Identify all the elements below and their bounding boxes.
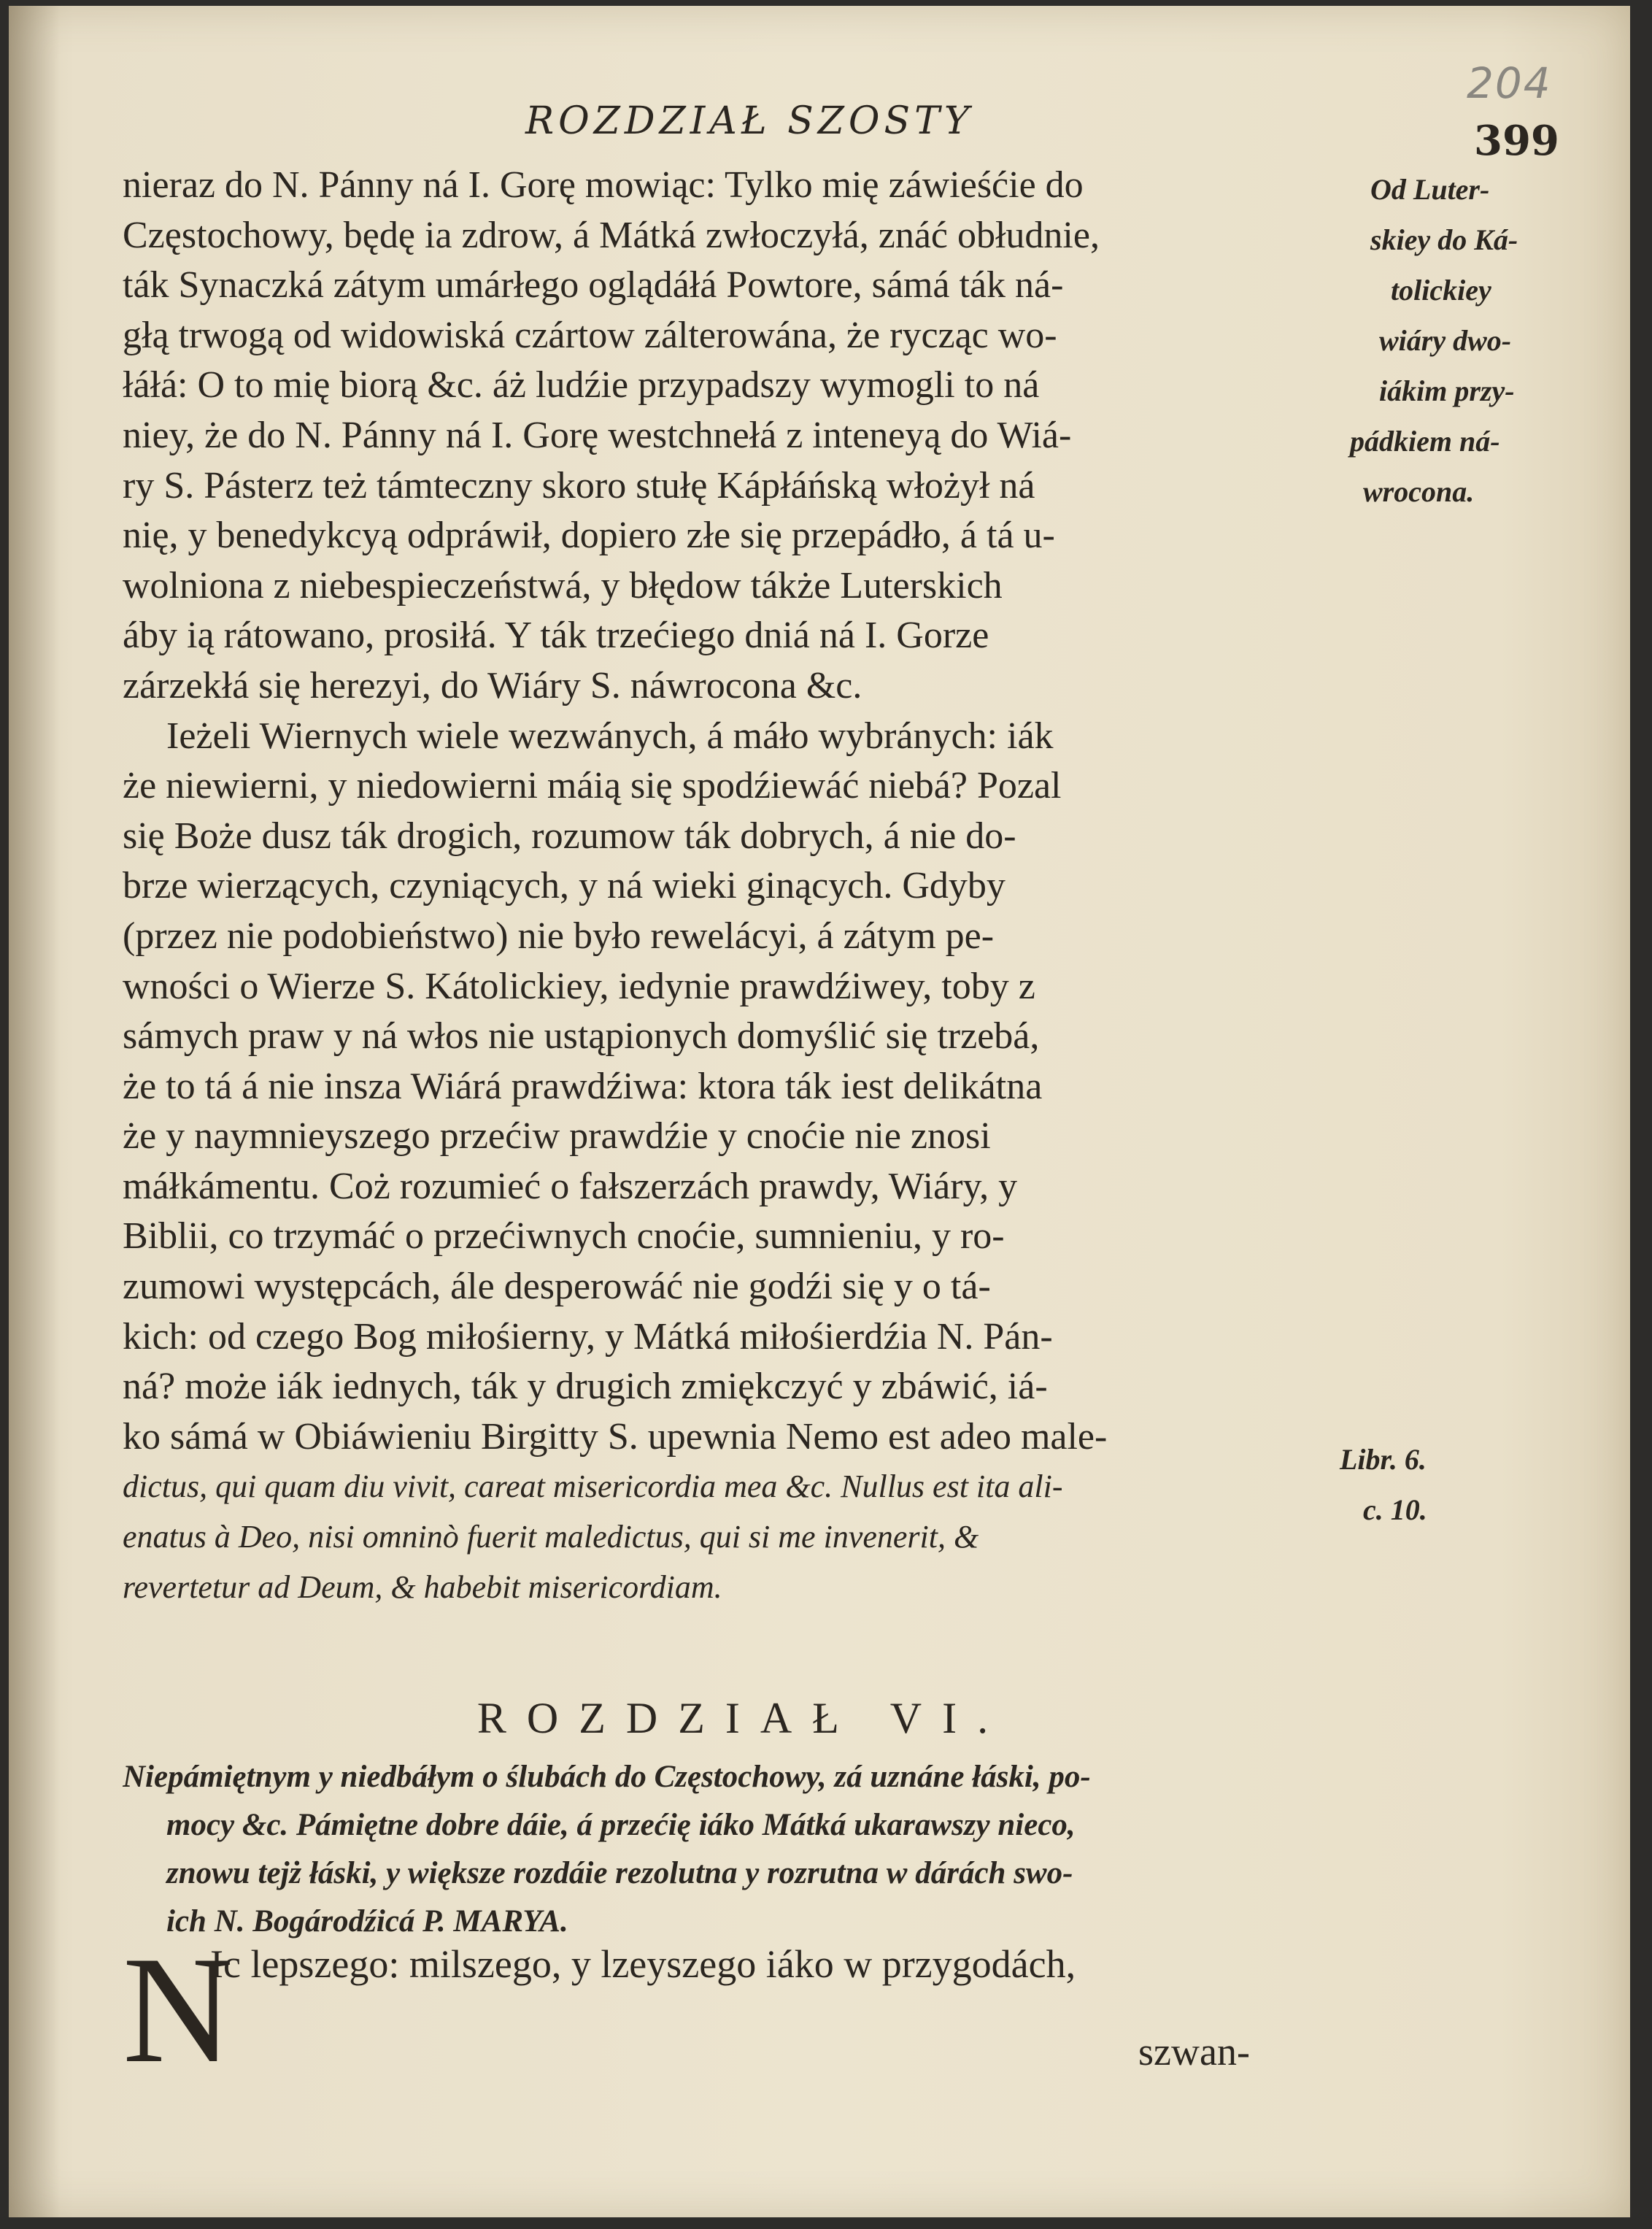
- text-line: ná? może iák iednych, ták y drugich zmiękczyć y zbáwić, iá-: [123, 1366, 1048, 1408]
- text-line: ko sámá w Obiáwieniu Birgitty S. upewnia Nemo est adeo male-: [123, 1415, 1108, 1458]
- text-line: zárzekłá się herezyi, do Wiáry S. náwrocona &c.: [123, 664, 862, 707]
- text-line: łáłá: O to mię biorą &c. áż ludźie przypadszy wymogli to ná: [123, 364, 1040, 407]
- text-line: sámych praw y ná włos nie ustąpionych domyślić się trzebá,: [123, 1015, 1040, 1058]
- page-number: 399: [1474, 117, 1559, 165]
- running-head: ROZDZIAŁ SZOSTY: [525, 99, 974, 143]
- summary-line: znowu tejż łáski, y większe rozdáie rezolutna y rozrutna w dárách swo-: [166, 1856, 1073, 1890]
- summary-line: Niepámiętnym y niedbáłym o ślubách do Częstochowy, zá uznáne łáski, po-: [123, 1760, 1091, 1794]
- text-line: się Boże dusz ták drogich, rozumow ták dobrych, á nie do-: [123, 815, 1016, 857]
- text-line: Częstochowy, będę ia zdrow, á Mátká zwłoczyłá, znáć obłudnie,: [123, 214, 1100, 256]
- binding-gutter: [9, 6, 60, 2217]
- text-line: ták Synaczká zátym umárłego oglądáłá Powtore, sámá ták ná-: [123, 264, 1064, 307]
- text-line: że niewierni, y niedowierni máią się spodźiewáć niebá? Pozal: [123, 765, 1062, 807]
- margin-note: iákim przy-: [1379, 374, 1515, 407]
- latin-quote-line: revertetur ad Deum, & habebit misericordiam.: [123, 1568, 722, 1605]
- text-line: (przez nie podobieństwo) nie było rewelácyi, á zátym pe-: [123, 915, 995, 957]
- text-line: ry S. Pásterz też támteczny skoro stułę Kápłáńską włożył ná: [123, 464, 1035, 507]
- text-line: áby ią rátowano, prosiłá. Y ták trzećiego dniá ná I. Gorze: [123, 615, 989, 657]
- margin-note: wrocona.: [1363, 475, 1475, 508]
- latin-quote-line: enatus à Deo, nisi omninò fuerit maledictus, qui si me invenerit, &: [123, 1519, 979, 1555]
- text-line: kich: od czego Bog miłośierny, y Mátká miłośierdźia N. Pán-: [123, 1315, 1053, 1358]
- summary-line: ich N. Bogárodźicá P. MARYA.: [166, 1904, 568, 1939]
- margin-note: pádkiem ná-: [1350, 425, 1500, 458]
- drop-cap: N: [123, 1925, 233, 2095]
- text-line: nię, y benedykcyą odpráwił, dopiero złe się przepádło, á tá u-: [123, 515, 1055, 557]
- catchword: szwan-: [1138, 2030, 1250, 2074]
- text-line: że y naymnieyszego przećiw prawdźie y cnoćie nie znosi: [123, 1115, 991, 1158]
- margin-note: Libr. 6.: [1340, 1443, 1427, 1476]
- text-line: wności o Wierze S. Kátolickiey, iedynie prawdźiwey, toby z: [123, 965, 1035, 1007]
- text-line: brze wierzących, czyniących, y ná wieki ginących. Gdyby: [123, 865, 1006, 907]
- margin-note: c. 10.: [1363, 1493, 1427, 1526]
- margin-note: skiey do Ká-: [1370, 223, 1518, 256]
- opening-line: Ic lepszego: milszego, y lzeyszego iáko w przygodách,: [210, 1942, 1076, 1986]
- margin-note: Od Luter-: [1370, 173, 1490, 206]
- handwritten-folio-number: 204: [1467, 58, 1552, 108]
- margin-note: wiáry dwo-: [1379, 324, 1512, 357]
- chapter-summary: [123, 1753, 1378, 1946]
- text-line: niey, że do N. Pánny ná I. Gorę westchnełá z inteneyą do Wiá-: [123, 414, 1072, 456]
- latin-quote-line: dictus, qui quam diu vivit, careat misericordia mea &c. Nullus est ita ali-: [123, 1468, 1063, 1505]
- text-line: máłkámentu. Coż rozumieć o fałszerzách prawdy, Wiáry, y: [123, 1165, 1018, 1207]
- text-line: że to tá á nie insza Wiárá prawdźiwa: ktora ták iest delikátna: [123, 1065, 1043, 1107]
- margin-note: tolickiey: [1391, 274, 1491, 307]
- chapter-heading: ROZDZIAŁ VI.: [476, 1694, 1009, 1742]
- text-line: zumowi występcách, ále desperowáć nie godźi się y o tá-: [123, 1266, 991, 1308]
- paragraph-start-line: Ieżeli Wiernych wiele wezwánych, á máło wybránych: iák: [166, 715, 1054, 757]
- summary-line: mocy &c. Pámiętne dobre dáie, á przećię iáko Mátká ukarawszy nieco,: [166, 1808, 1076, 1842]
- text-line: głą trwogą od widowiská czártow zálterowána, że rycząc wo-: [123, 314, 1057, 356]
- text-line: wolniona z niebespieczeństwá, y błędow tákże Luterskich: [123, 564, 1003, 607]
- text-line: Biblii, co trzymáć o przećiwnych cnoćie, sumnieniu, y ro-: [123, 1215, 1005, 1258]
- body-text: [123, 161, 1363, 1612]
- text-line: nieraz do N. Pánny ná I. Gorę mowiąc: Tylko mię záwieśćie do: [123, 164, 1084, 206]
